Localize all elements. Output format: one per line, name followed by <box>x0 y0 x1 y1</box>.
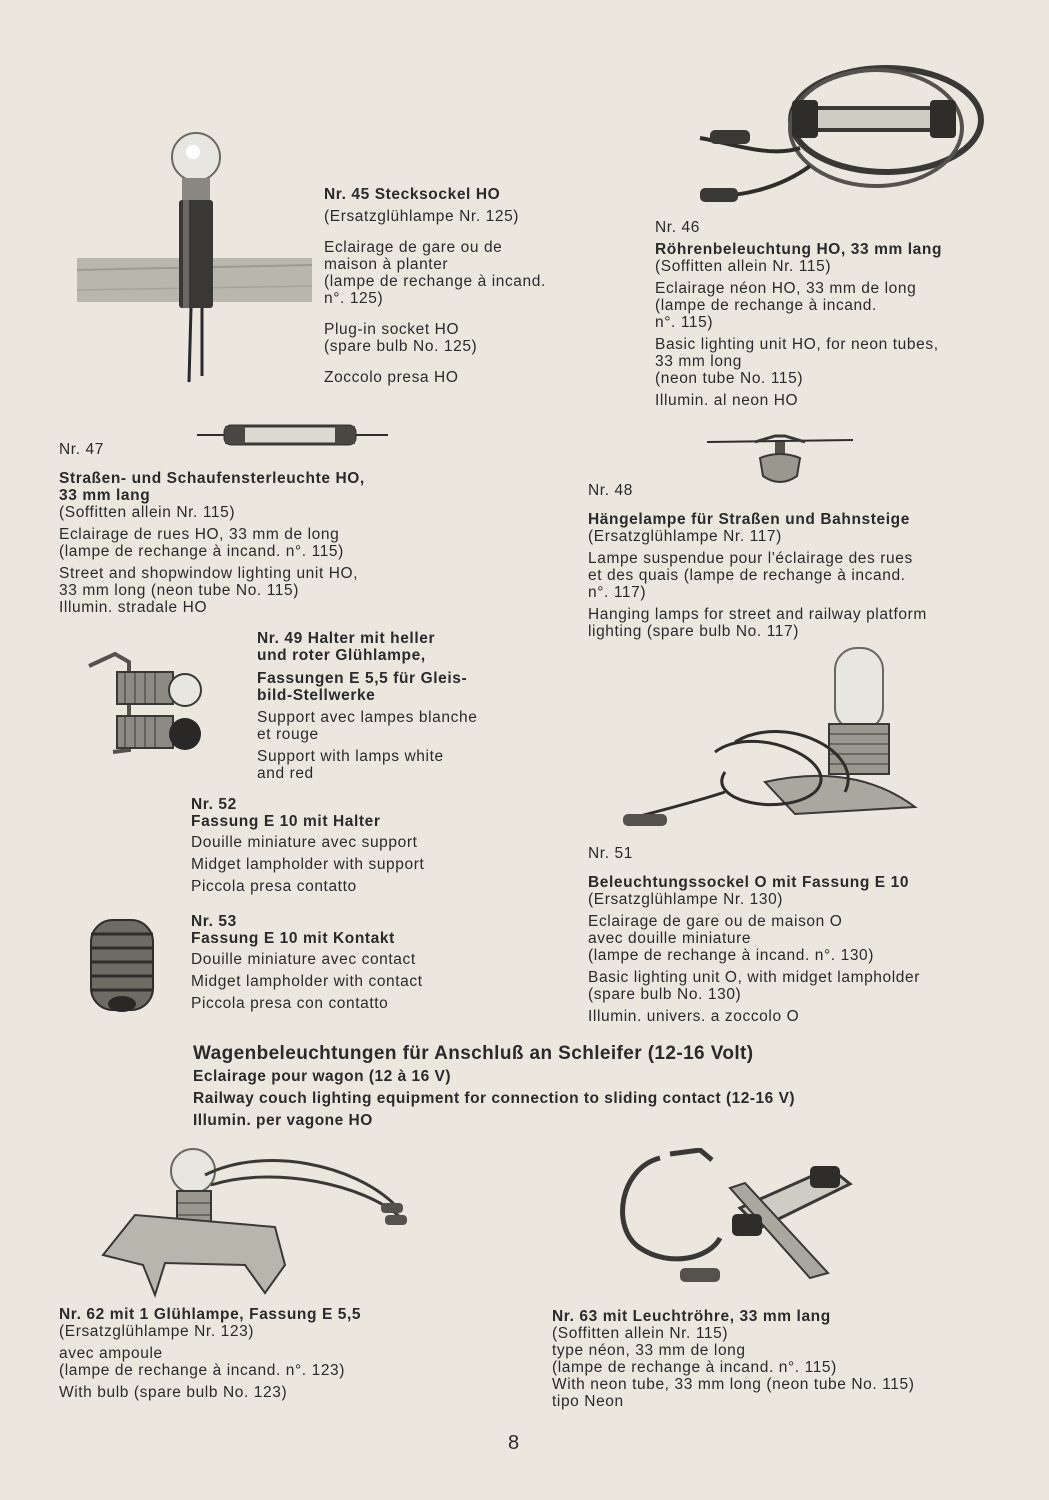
french-description: et des quais (lampe de rechange à incand. <box>588 567 906 584</box>
item-title: Nr. 62 mit 1 Glühlampe, Fassung E 5,5 <box>59 1306 362 1323</box>
english-description: Plug-in socket HO <box>324 321 460 338</box>
italian-description: Illumin. stradale HO <box>59 599 208 616</box>
item-title: 33 mm lang <box>59 487 151 504</box>
item-number: Nr. 53 <box>191 913 237 930</box>
lighting-base-photo <box>615 642 925 837</box>
item-number: Nr. 51 <box>588 845 633 862</box>
section-heading: Wagenbeleuchtungen für Anschluß an Schleifer (12-16 Volt) <box>193 1043 754 1064</box>
item-nr46 <box>655 219 1005 409</box>
english-description: Hanging lamps for street and railway platform <box>588 606 927 623</box>
french-description: et rouge <box>257 726 319 743</box>
italian-description: Zoccolo presa HO <box>324 369 459 386</box>
french-description: Eclairage de rues HO, 33 mm de long <box>59 526 340 543</box>
item-nr51 <box>588 845 1008 1025</box>
italian-description: Illumin. al neon HO <box>655 392 799 409</box>
english-description: lighting (spare bulb No. 117) <box>588 623 799 640</box>
french-description: Lampe suspendue pour l'éclairage des rues <box>588 550 913 567</box>
spare-bulb-line: (Ersatzglühlampe Nr. 117) <box>588 528 782 545</box>
section-subheading: Eclairage pour wagon (12 à 16 V) <box>193 1068 452 1085</box>
item-nr62 <box>59 1306 459 1401</box>
french-description: Douille miniature avec contact <box>191 951 416 968</box>
french-description: (lampe de rechange à incand. n°. 123) <box>59 1362 346 1379</box>
spare-bulb-line: (Soffitten allein Nr. 115) <box>655 258 832 275</box>
spare-bulb-line: (Ersatzglühlampe Nr. 125) <box>324 208 520 225</box>
english-description: 33 mm long (neon tube No. 115) <box>59 582 300 599</box>
item-title: Fassungen E 5,5 für Gleis- <box>257 670 468 687</box>
page-number: 8 <box>508 1432 520 1454</box>
french-description: n°. 117) <box>588 584 647 601</box>
item-nr52 <box>191 796 491 898</box>
item-title: Nr. 45 Stecksockel HO <box>324 186 501 203</box>
item-title: Hängelampe für Straßen und Bahnsteige <box>588 511 910 528</box>
item-nr47 <box>59 441 419 616</box>
plug-in-socket-photo <box>75 130 320 390</box>
spare-bulb-line: (Ersatzglühlampe Nr. 123) <box>59 1323 255 1340</box>
english-description: (spare bulb No. 130) <box>588 986 742 1003</box>
item-number: Nr. 46 <box>655 219 700 236</box>
english-description: With neon tube, 33 mm long (neon tube No. 115) <box>552 1376 915 1393</box>
tube-lighting-unit-photo <box>690 48 990 228</box>
french-description: Support avec lampes blanche <box>257 709 478 726</box>
french-description: Eclairage néon HO, 33 mm de long <box>655 280 917 297</box>
item-nr63 <box>552 1308 1002 1410</box>
item-number: Nr. 52 <box>191 796 237 813</box>
english-description: and red <box>257 765 314 782</box>
item-title: Nr. 49 Halter mit heller <box>257 630 436 647</box>
item-title: und roter Glühlampe, <box>257 647 426 664</box>
item-title: Beleuchtungssockel O mit Fassung E 10 <box>588 874 910 891</box>
french-description: avec ampoule <box>59 1345 163 1362</box>
item-number: Nr. 47 <box>59 441 104 458</box>
french-description: (lampe de rechange à incand. <box>655 297 877 314</box>
item-nr53 <box>191 913 491 1015</box>
english-description: Midget lampholder with support <box>191 856 425 873</box>
french-description: type néon, 33 mm de long <box>552 1342 746 1359</box>
item-title: bild-Stellwerke <box>257 687 376 704</box>
english-description: With bulb (spare bulb No. 123) <box>59 1384 288 1401</box>
item-nr45 <box>324 186 584 386</box>
french-description: Eclairage de gare ou de maison O <box>588 913 843 930</box>
socket-contact-photo <box>85 912 160 1017</box>
item-title: Fassung E 10 mit Kontakt <box>191 930 395 947</box>
spare-bulb-line: (Soffitten allein Nr. 115) <box>552 1325 729 1342</box>
spare-bulb-line: (Ersatzglühlampe Nr. 130) <box>588 891 784 908</box>
coach-tube-unit-photo <box>600 1148 860 1308</box>
coach-bulb-unit-photo <box>95 1145 415 1305</box>
english-description: Street and shopwindow lighting unit HO, <box>59 565 359 582</box>
french-description: (lampe de rechange à incand. n°. 115) <box>552 1359 837 1376</box>
italian-description: Piccola presa con contatto <box>191 995 389 1012</box>
english-description: (neon tube No. 115) <box>655 370 804 387</box>
italian-description: Piccola presa contatto <box>191 878 357 895</box>
italian-description: Illumin. univers. a zoccolo O <box>588 1008 800 1025</box>
french-description: Douille miniature avec support <box>191 834 418 851</box>
lamp-holder-photo <box>85 650 210 760</box>
english-description: Midget lampholder with contact <box>191 973 423 990</box>
section-subheading: Railway couch lighting equipment for connection to sliding contact (12-16 V) <box>193 1090 796 1107</box>
french-description: avec douille miniature <box>588 930 752 947</box>
french-description: maison à planter <box>324 256 449 273</box>
section-subheading: Illumin. per vagone HO <box>193 1112 373 1129</box>
spare-bulb-line: (Soffitten allein Nr. 115) <box>59 504 236 521</box>
english-description: 33 mm long <box>655 353 742 370</box>
item-number: Nr. 48 <box>588 482 633 499</box>
item-title: Nr. 63 mit Leuchtröhre, 33 mm lang <box>552 1308 831 1325</box>
item-title: Fassung E 10 mit Halter <box>191 813 381 830</box>
english-description: Basic lighting unit HO, for neon tubes, <box>655 336 939 353</box>
french-description: (lampe de rechange à incand. n°. 115) <box>59 543 344 560</box>
section-header <box>193 1042 1013 1132</box>
english-description: (spare bulb No. 125) <box>324 338 478 355</box>
italian-description: tipo Neon <box>552 1393 624 1410</box>
item-nr48 <box>588 482 1008 640</box>
french-description: n°. 115) <box>655 314 714 331</box>
item-nr49 <box>257 630 537 782</box>
french-description: n°. 125) <box>324 290 384 307</box>
item-title: Straßen- und Schaufensterleuchte HO, <box>59 470 365 487</box>
english-description: Basic lighting unit O, with midget lampholder <box>588 969 920 986</box>
french-description: (lampe de rechange à incand. <box>324 273 546 290</box>
item-title: Röhrenbeleuchtung HO, 33 mm lang <box>655 241 943 258</box>
english-description: Support with lamps white <box>257 748 444 765</box>
french-description: Eclairage de gare ou de <box>324 239 503 256</box>
french-description: (lampe de rechange à incand. n°. 130) <box>588 947 875 964</box>
